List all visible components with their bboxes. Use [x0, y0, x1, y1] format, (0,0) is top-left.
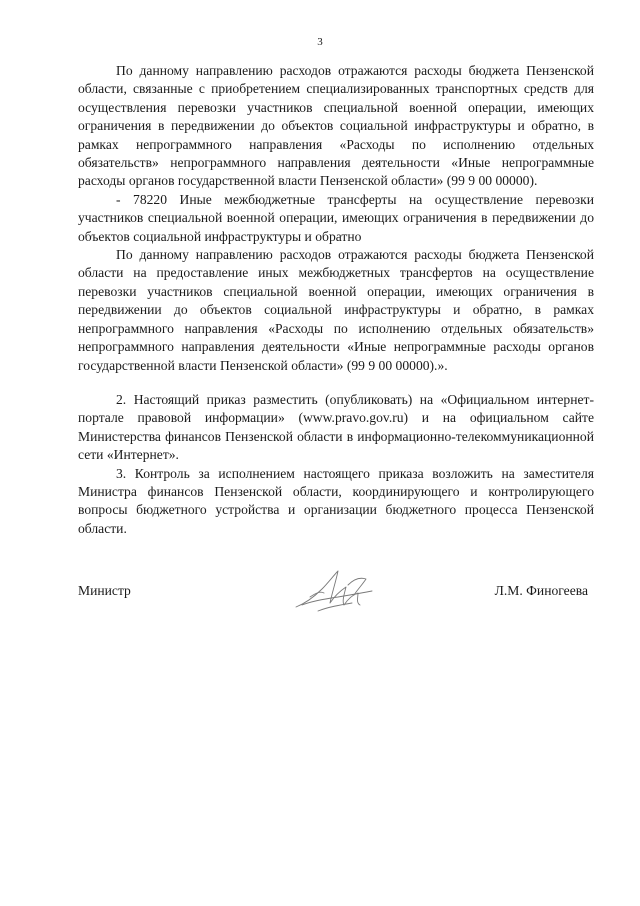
paragraph-expense-description-1: По данному направлению расходов отражаются расходы бюджета Пензенской области, связанные с приобретением специализированных транспортных средств для осуществления перевозки участников специальной военной операции, имеющих ограничения в передвижении до объектов социальной инфраструктуры и обратно, в рамках непрограммного направления «Расходы по исполнению отдельных обязательств» непрограммного направления деятельности «Иные непрограммные расходы органов государственной власти Пензенской области» (99 9 00 00000).	[78, 63, 594, 189]
signatory-title: Министр	[78, 583, 131, 598]
paragraph-item-3-control: 3. Контроль за исполнением настоящего приказа возложить на заместителя Министра финансов Пензенской области, координирующего и контролирующего вопросы бюджетного устройства и организации бюджетного процесса Пензенской области.	[78, 465, 594, 536]
paragraph-item-2-publication: 2. Настоящий приказ разместить (опубликовать) на «Официальном интернет-портале правовой информации» (www.pravo.gov.ru) и на официальном сайте Министерства финансов Пензенской области в информационно-телекоммуникационной сети «Интернет».	[78, 391, 594, 463]
page-number: 3	[317, 36, 323, 48]
document-body	[78, 62, 594, 538]
signatory-name: Л.М. Финогеева	[494, 583, 588, 598]
handwritten-signature	[288, 567, 378, 617]
paragraph-expense-description-2: По данному направлению расходов отражаются расходы бюджета Пензенской области на предоставление иных межбюджетных трансфертов на осуществление перевозки участников специальной военной операции, имеющих ограничения в передвижении до объектов социальной инфраструктуры и обратно, в рамках непрограммного направления «Расходы по исполнению отдельных обязательств» непрограммного направления деятельности «Иные непрограммные расходы органов государственной власти Пензенской области» (99 9 00 00000).».	[78, 247, 594, 373]
paragraph-gap	[78, 375, 594, 391]
paragraph-code-78220: - 78220 Иные межбюджетные трансферты на осуществление перевозки участников специальной военной операции, имеющих ограничения в передвижении до объектов социальной инфраструктуры и обратно	[78, 191, 594, 244]
signature-block	[78, 583, 594, 619]
